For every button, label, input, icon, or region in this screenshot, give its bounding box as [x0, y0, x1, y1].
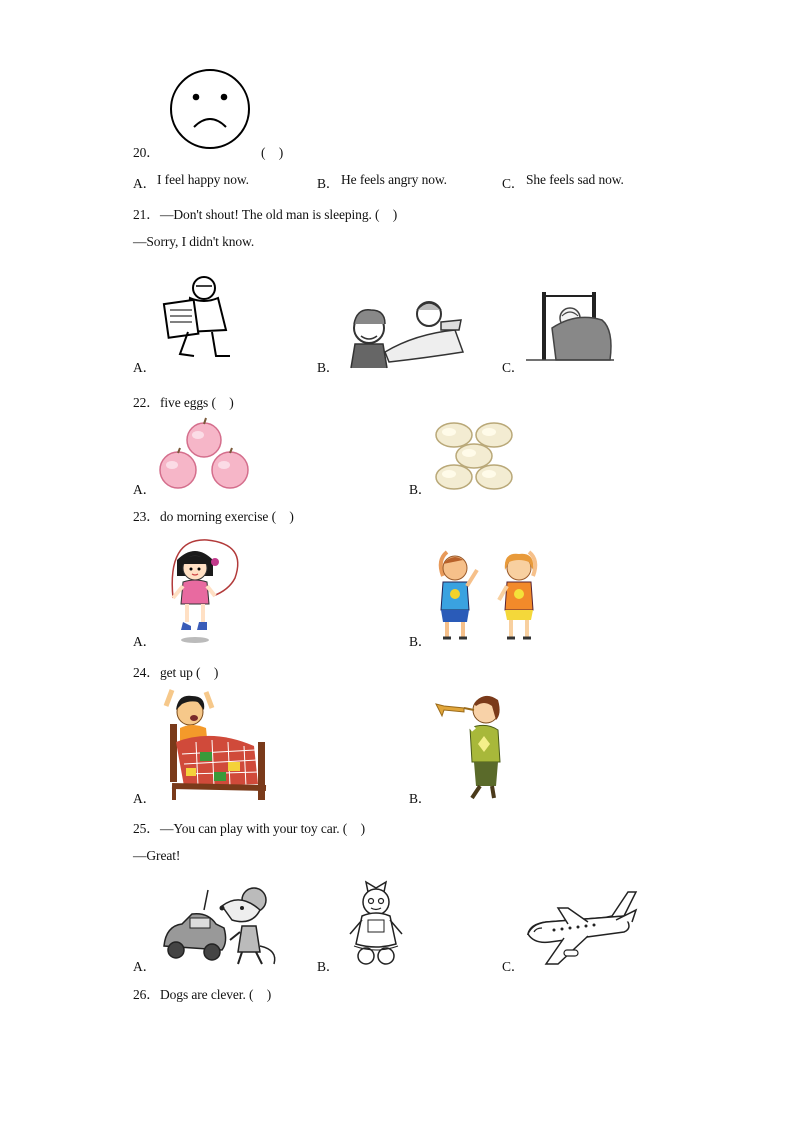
girl-skipping-rope-picture[interactable]: [163, 538, 247, 644]
q25-option-c-letter[interactable]: C．: [502, 959, 525, 974]
q20-option-b-text[interactable]: He feels angry now.: [341, 172, 447, 187]
q20-option-a-text[interactable]: I feel happy now.: [157, 172, 249, 187]
q21-number: 21．: [133, 207, 160, 222]
q25-prompt: —You can play with your toy car. ( ): [160, 821, 365, 836]
five-eggs-picture[interactable]: [434, 420, 514, 492]
q21-option-a-letter[interactable]: A．: [133, 360, 157, 375]
q24-option-a-letter[interactable]: A．: [133, 791, 157, 806]
toy-doll-picture[interactable]: [344, 876, 410, 970]
three-apples-picture[interactable]: [156, 418, 252, 490]
q24-prompt: get up ( ): [160, 665, 219, 680]
q22-option-b-letter[interactable]: B．: [409, 482, 432, 497]
q25-option-b-letter[interactable]: B．: [317, 959, 340, 974]
q23-number: 23．: [133, 509, 160, 524]
man-sleeping-in-bed-picture[interactable]: [526, 290, 614, 362]
q25-option-a-letter[interactable]: A．: [133, 959, 157, 974]
boy-getting-up-in-bed-picture[interactable]: [162, 688, 270, 802]
q22-prompt: five eggs ( ): [160, 395, 234, 410]
old-man-reading-picture[interactable]: [160, 272, 240, 364]
toy-plane-picture[interactable]: [524, 888, 640, 968]
q20-number: 20．: [133, 145, 160, 160]
q25-reply: —Great!: [133, 848, 181, 863]
q20-answer-blank[interactable]: ( ): [261, 145, 284, 160]
q21-option-b-letter[interactable]: B．: [317, 360, 340, 375]
q21-option-c-letter[interactable]: C．: [502, 360, 525, 375]
mouse-with-toy-car-picture[interactable]: [160, 886, 284, 968]
q21-reply: —Sorry, I didn't know.: [133, 234, 255, 249]
q23-option-a-letter[interactable]: A．: [133, 634, 157, 649]
q23-prompt: do morning exercise ( ): [160, 509, 294, 524]
q22-option-a-letter[interactable]: A．: [133, 482, 157, 497]
child-and-sleeping-man-picture[interactable]: [345, 292, 465, 368]
q20-option-a-letter[interactable]: A．: [133, 176, 157, 191]
q24-number: 24．: [133, 665, 160, 680]
q20-option-c-letter[interactable]: C．: [502, 176, 525, 191]
q26-number: 26．: [133, 987, 160, 1002]
q20-option-b-letter[interactable]: B．: [317, 176, 340, 191]
q20-option-c-text[interactable]: She feels sad now.: [526, 172, 624, 187]
boy-playing-trumpet-picture[interactable]: [432, 690, 508, 802]
kids-doing-exercise-picture[interactable]: [433, 550, 551, 642]
q21-prompt: —Don't shout! The old man is sleeping. ( ): [160, 207, 398, 222]
sad-face-picture: [168, 67, 252, 151]
q25-number: 25．: [133, 821, 160, 836]
q26-prompt: Dogs are clever. ( ): [160, 987, 272, 1002]
q22-number: 22．: [133, 395, 160, 410]
q23-option-b-letter[interactable]: B．: [409, 634, 432, 649]
q24-option-b-letter[interactable]: B．: [409, 791, 432, 806]
